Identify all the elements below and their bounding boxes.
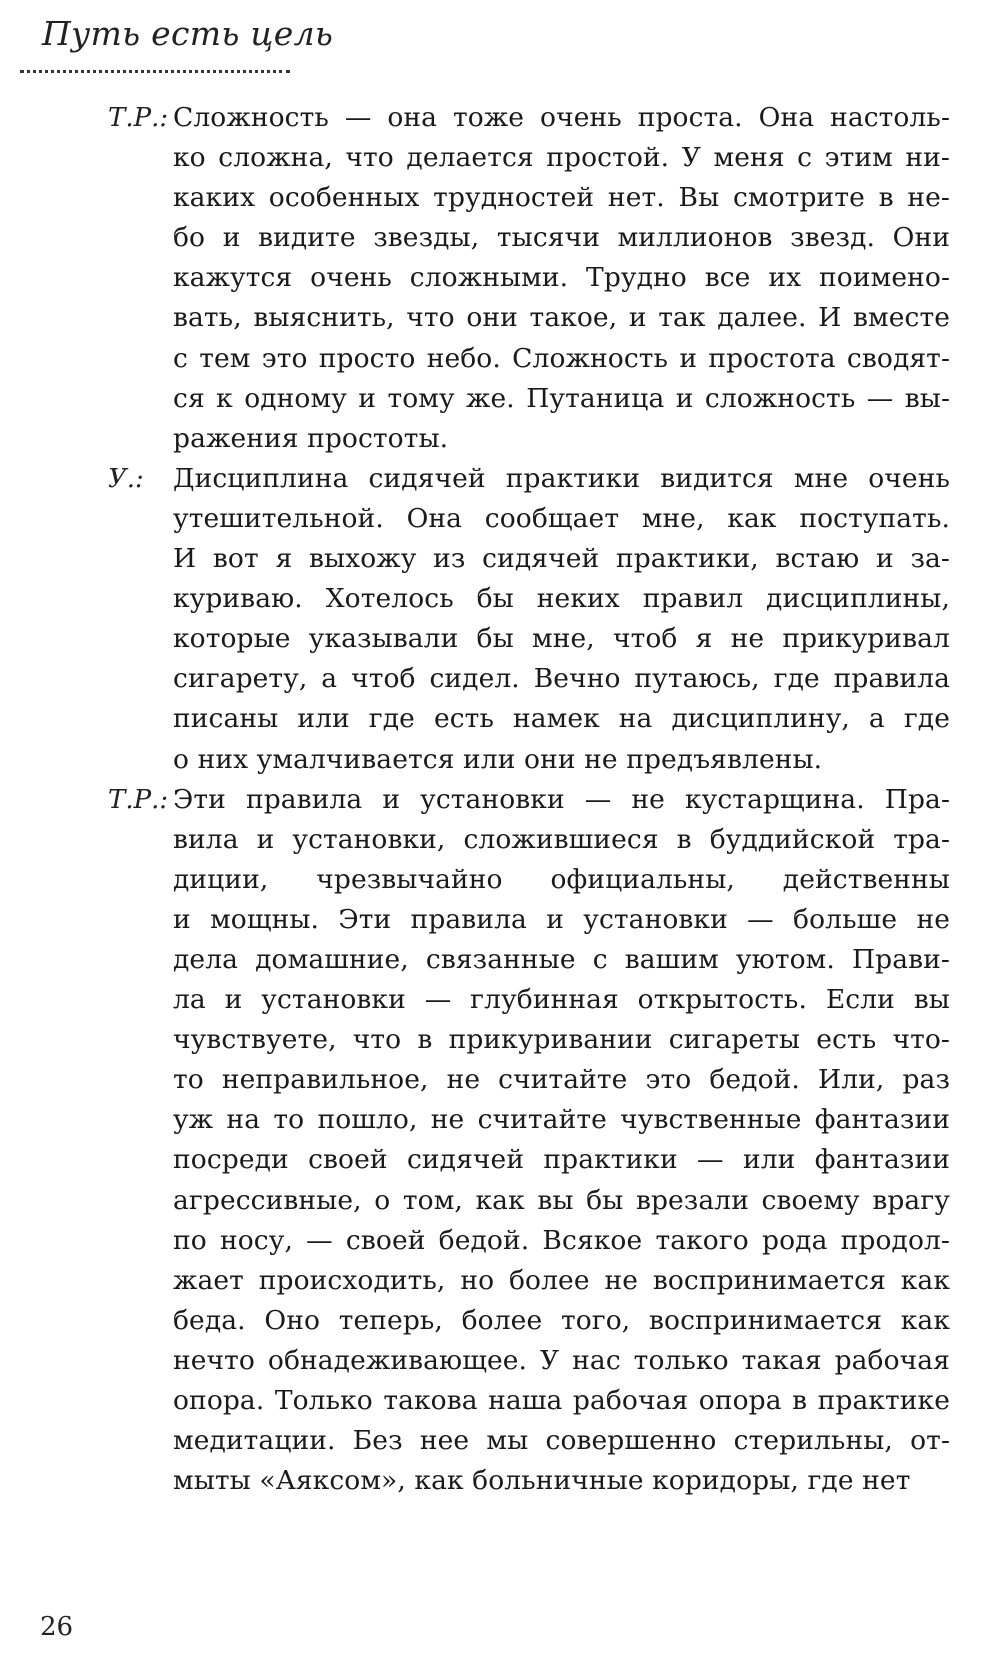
entry-text	[173, 459, 950, 780]
text-line: о них умалчивается или они не предъявлены.	[173, 743, 823, 775]
text-line: чувствуете, что в прикуривании сигареты есть что-	[173, 1024, 950, 1056]
text-line: писаны или где есть намек на дисциплину, а где	[173, 703, 950, 735]
text-line: ко сложна, что делается простой. У меня с этим ни-	[173, 142, 950, 174]
text-line: агрессивные, о том, как вы бы врезали своему врагу	[173, 1184, 950, 1216]
text-line: Дисциплина сидячей практики видится мне очень	[173, 462, 950, 494]
text-line: каких особенных трудностей нет. Вы смотрите в не-	[173, 182, 950, 214]
text-line: уж на то пошло, не считайте чувственные фантазии	[173, 1104, 950, 1136]
speaker-label: Т.Р.:	[108, 784, 169, 815]
entry-text	[173, 98, 950, 459]
header-dotted-rule	[20, 70, 290, 73]
text-line: ла и установки — глубинная открытость. Если вы	[173, 984, 950, 1016]
text-line: с тем это просто небо. Сложность и простота сводят-	[173, 342, 950, 374]
text-line: вать, выяснить, что они такое, и так далее. И вместе	[173, 302, 950, 334]
text-line: утешительной. Она сообщает мне, как поступать.	[173, 502, 950, 534]
text-line: опора. Только такова наша рабочая опора в практике	[173, 1385, 950, 1416]
text-line: бо и видите звезды, тысячи миллионов звезд. Они	[173, 222, 950, 254]
dialogue-entry	[108, 98, 950, 459]
text-line: Сложность — она тоже очень проста. Она настоль-	[173, 102, 950, 133]
text-line: Эти правила и установки — не кустарщина. Пра-	[173, 783, 950, 815]
text-line: сигарету, а чтоб сидел. Вечно путаюсь, где правила	[173, 663, 950, 695]
dialogue-entry	[108, 780, 950, 1502]
text-line: которые указывали бы мне, чтоб я не прикуривал	[173, 623, 950, 655]
page-body	[108, 98, 950, 1501]
running-head-title: Путь есть цель	[42, 14, 334, 53]
text-line: дела домашние, связанные с вашим уютом. Прави-	[173, 943, 950, 975]
text-line: кажутся очень сложными. Трудно все их поимено-	[173, 262, 950, 294]
text-line: нечто обнадеживающее. У нас только такая рабочая	[173, 1344, 950, 1376]
text-line: мыты «Аяксом», как больничные коридоры, где нет	[173, 1465, 911, 1497]
text-line: по носу, — своей бедой. Всякое такого рода продол-	[173, 1224, 950, 1256]
text-line: вила и установки, сложившиеся в буддийской тра-	[173, 823, 950, 855]
text-line: жает происходить, но более не воспринимается как	[173, 1264, 950, 1296]
text-line: И вот я выхожу из сидячей практики, встаю и за-	[173, 543, 950, 575]
speaker-label: Т.Р.:	[108, 103, 169, 133]
text-line: куриваю. Хотелось бы неких правил дисциплины,	[173, 583, 950, 615]
text-line: и мощны. Эти правила и установки — больше не	[173, 903, 950, 935]
text-line: посреди своей сидячей практики — или фантазии	[173, 1144, 950, 1176]
text-line: ражения простоты.	[173, 422, 449, 454]
dialogue-entry	[108, 459, 950, 780]
speaker-label: У.:	[108, 463, 144, 494]
text-line: то неправильное, не считайте это бедой. Или, раз	[173, 1064, 950, 1096]
page-number: 26	[40, 1612, 74, 1642]
text-line: диции, чрезвычайно официальны, действенны	[173, 863, 950, 895]
text-line: беда. Оно теперь, более того, воспринимается как	[173, 1304, 950, 1336]
text-line: медитации. Без нее мы совершенно стерильны, от-	[173, 1425, 950, 1457]
text-line: ся к одному и тому же. Путаница и сложность — вы-	[173, 382, 950, 414]
entry-text	[173, 780, 950, 1502]
